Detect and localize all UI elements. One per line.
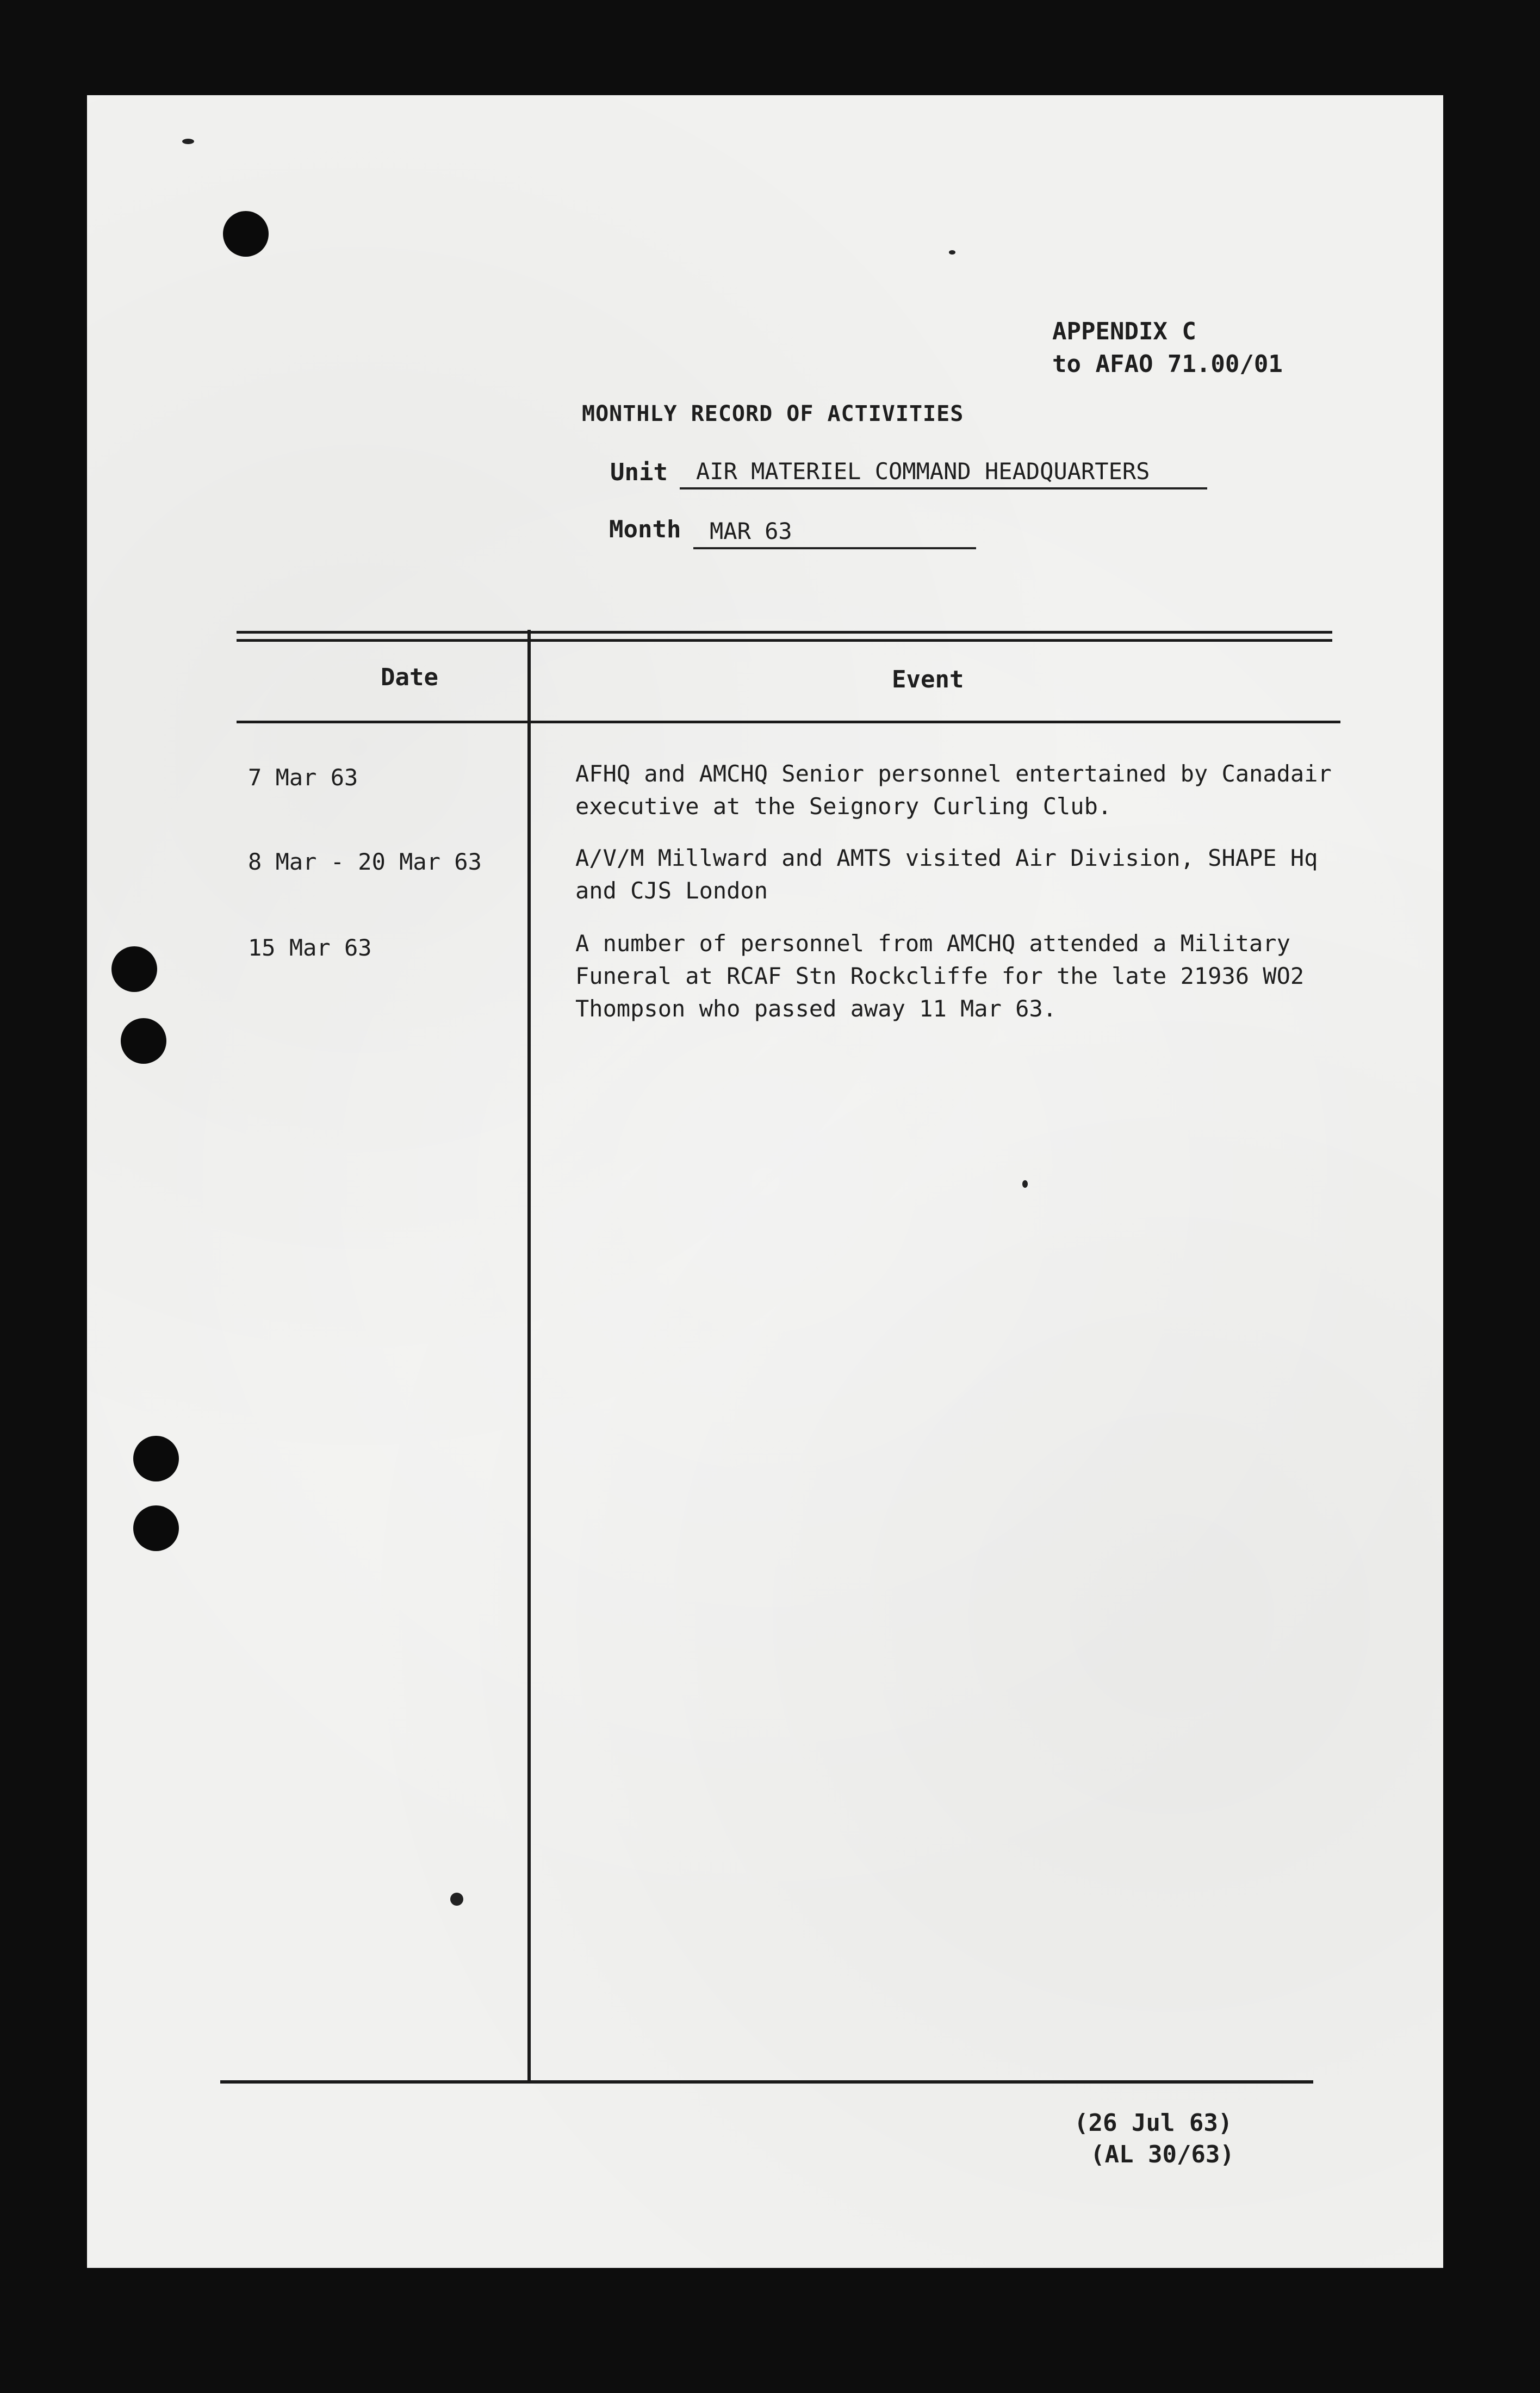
row-date: 7 Mar 63 <box>248 764 358 791</box>
row-event: A number of personnel from AMCHQ attended a Military Funeral at RCAF Stn Rockcliffe for the late 21936 WO2 Thompson who passed away 11 Mar 63. <box>575 930 1305 1022</box>
column-header-event: Event <box>892 666 964 693</box>
appendix-reference <box>1052 315 1283 381</box>
speck <box>450 1893 463 1906</box>
appendix-line-2: to AFAO 71.00/01 <box>1052 350 1283 378</box>
punch-hole <box>111 946 157 992</box>
footer-line-2: (AL 30/63) <box>1090 2141 1234 2168</box>
footer-line-1: (26 Jul 63) <box>1074 2109 1233 2137</box>
appendix-line-1: APPENDIX C <box>1052 318 1196 345</box>
month-label: Month <box>609 516 681 543</box>
punch-hole <box>133 1436 179 1481</box>
table-top-rule-2 <box>237 639 1332 642</box>
speck <box>182 139 194 144</box>
punch-hole <box>223 211 269 257</box>
table-bottom-rule <box>220 2080 1313 2084</box>
amendment-footer <box>1074 2107 1234 2171</box>
row-date: 8 Mar - 20 Mar 63 <box>248 848 482 875</box>
row-event: AFHQ and AMCHQ Senior personnel entertained by Canadair executive at the Seignory Curling Club. <box>575 760 1332 820</box>
speck <box>1022 1180 1028 1188</box>
table-header-rule <box>237 721 1340 723</box>
speck <box>949 250 955 255</box>
column-header-date: Date <box>381 664 438 691</box>
unit-value: AIR MATERIEL COMMAND HEADQUARTERS <box>680 456 1207 489</box>
row-event: A/V/M Millward and AMTS visited Air Division, SHAPE Hq and CJS London <box>575 845 1318 904</box>
form-title: MONTHLY RECORD OF ACTIVITIES <box>582 401 964 426</box>
punch-hole <box>121 1018 166 1064</box>
punch-hole <box>133 1505 179 1551</box>
month-value: MAR 63 <box>693 516 976 549</box>
unit-label: Unit <box>610 458 668 486</box>
row-date: 15 Mar 63 <box>248 934 372 961</box>
table-column-divider <box>527 630 531 2083</box>
table-top-rule <box>237 631 1332 634</box>
